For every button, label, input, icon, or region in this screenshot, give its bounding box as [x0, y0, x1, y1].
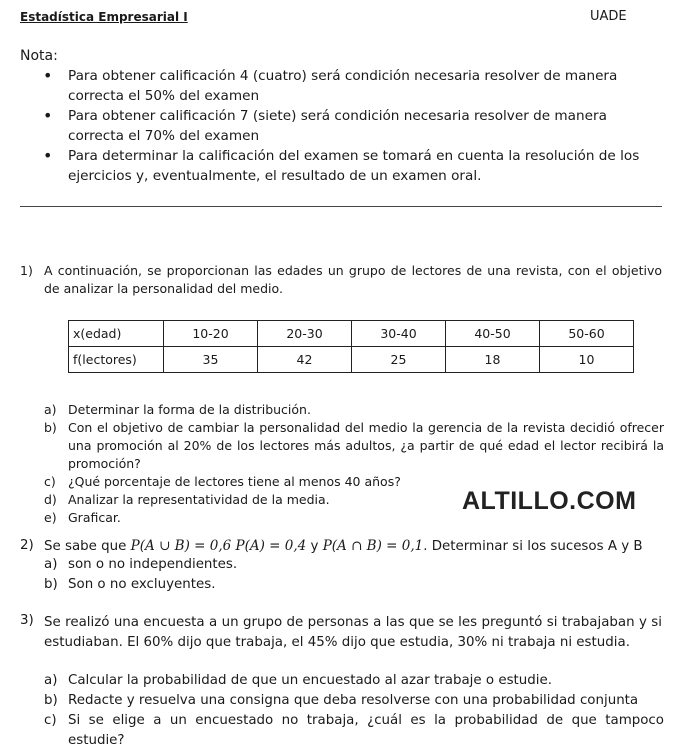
item-label: a) [44, 673, 58, 688]
list-item [44, 555, 664, 575]
item-text: Analizar la representatividad de la media. [68, 492, 330, 507]
item-label: e) [44, 510, 57, 525]
table-cell: 42 [258, 347, 352, 373]
item-label: b) [44, 577, 58, 592]
list-item [44, 691, 664, 711]
formula-pa: P(A) = 0,4 [235, 538, 307, 554]
list-item [44, 575, 664, 595]
question-number: 1) [20, 263, 33, 278]
nota-label: Nota: [20, 48, 58, 64]
list-item [44, 671, 664, 691]
question-text [44, 537, 662, 556]
table-cell: 10-20 [164, 321, 258, 347]
formula-intersection: P(A ∩ B) = 0,1 [322, 538, 424, 554]
formula-union: P(A ∪ B) = 0,6 [130, 538, 232, 554]
q2-intro: Se sabe que [44, 539, 127, 554]
question-text: A continuación, se proporcionan las edades un grupo de lectores de una revista, con el objetivo de analizar la personalidad del medio. [44, 263, 662, 296]
list-item [44, 711, 664, 751]
nota-item: • Para determinar la calificación del examen se tomará en cuenta la resolución de los ejercicios y, eventualmente, el resultado de un examen oral. [40, 146, 665, 186]
list-item [44, 401, 664, 419]
item-text: Determinar la forma de la distribución. [68, 402, 311, 417]
table-cell: 35 [164, 347, 258, 373]
table-cell: 20-30 [258, 321, 352, 347]
list-item [44, 419, 664, 473]
q2-tail: . Determinar si los sucesos A y B [423, 539, 643, 554]
altillo-watermark: ALTILLO.COM [462, 487, 637, 515]
item-text: Redacte y resuelva una consigna que deba resolverse con una probabilidad conjunta [68, 693, 639, 708]
item-text: Si se elige a un encuestado no trabaja, ¿cuál es la probabilidad de que tampoco estudie? [68, 713, 664, 748]
table-cell: 50-60 [540, 321, 634, 347]
item-text: Calcular la probabilidad de que un encuestado al azar trabaje o estudie. [68, 673, 553, 688]
item-label: b) [44, 420, 57, 435]
question-2-items [44, 555, 664, 595]
table-cell: 18 [446, 347, 540, 373]
item-label: a) [44, 402, 57, 417]
section-divider [20, 206, 662, 207]
nota-list [40, 66, 665, 186]
question-text: Se realizó una encuesta a un grupo de personas a las que se les preguntó si trabajaban y si estudiaban. El 60% dijo que trabaja, el 45% dijo que estudia, 30% ni trabaja ni estudia. [44, 615, 662, 650]
q2-conj: y [310, 539, 319, 554]
item-label: c) [44, 713, 57, 728]
row-label-f: f(lectores) [69, 347, 164, 373]
table-cell: 30-40 [352, 321, 446, 347]
institution-name: UADE [590, 9, 627, 24]
item-label: c) [44, 474, 56, 489]
item-text: Graficar. [68, 510, 121, 525]
table-row [69, 321, 634, 347]
question-number: 3) [20, 613, 34, 628]
course-title: Estadística Empresarial I [20, 10, 188, 24]
item-text: son o no independientes. [68, 557, 238, 572]
item-text: ¿Qué porcentaje de lectores tiene al menos 40 años? [68, 474, 401, 489]
item-text: Son o no excluyentes. [68, 577, 216, 592]
row-label-x: x(edad) [69, 321, 164, 347]
item-label: b) [44, 693, 58, 708]
frequency-table [68, 320, 634, 373]
table-cell: 10 [540, 347, 634, 373]
table-row [69, 347, 634, 373]
nota-item: • Para obtener calificación 4 (cuatro) será condición necesaria resolver de manera correcta el 50% del examen [40, 66, 665, 106]
item-label: a) [44, 557, 58, 572]
question-number: 2) [20, 538, 34, 553]
table-cell: 25 [352, 347, 446, 373]
item-text: Con el objetivo de cambiar la personalidad del medio la gerencia de la revista decidió ofrecer una promoción al 20% de los lectores más adultos, ¿a partir de qué edad el lector recibirá la promoción? [68, 420, 664, 471]
nota-item: • Para obtener calificación 7 (siete) será condición necesaria resolver de manera correcta el 70% del examen [40, 106, 665, 146]
item-label: d) [44, 492, 57, 507]
table-cell: 40-50 [446, 321, 540, 347]
question-3-items [44, 671, 664, 751]
